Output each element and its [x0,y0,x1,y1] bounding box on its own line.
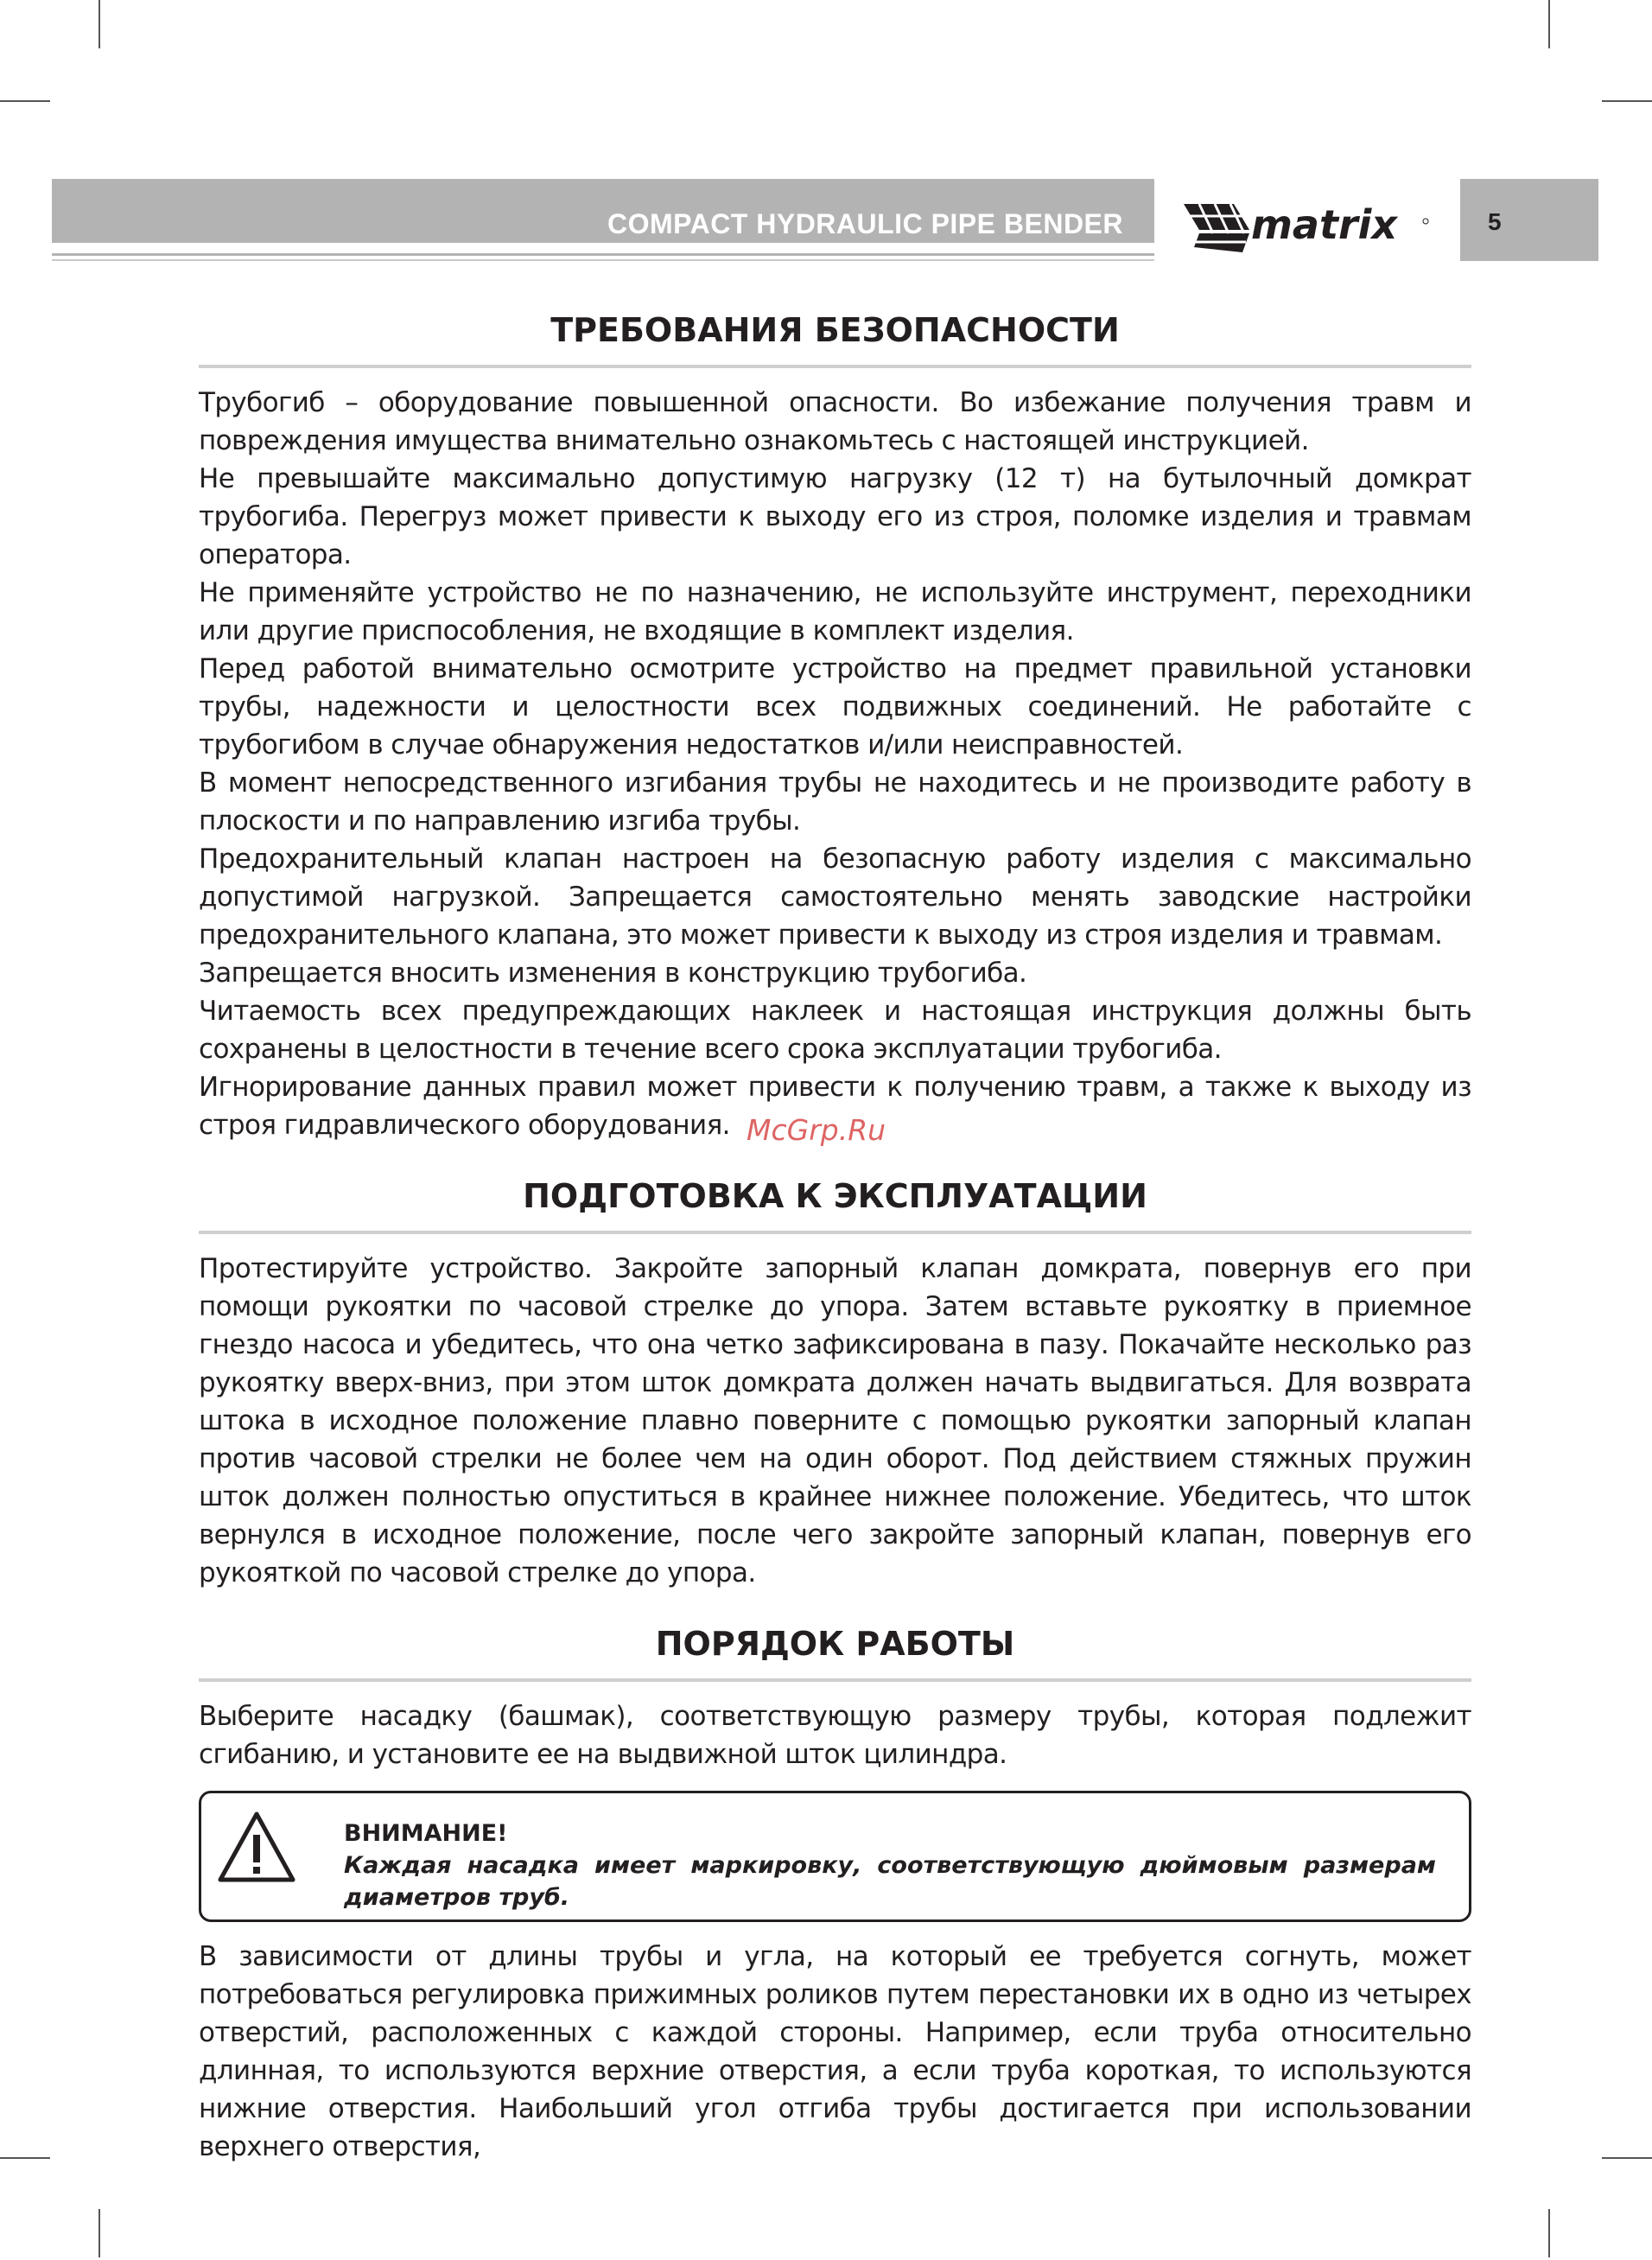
paragraph: В зависимости от длины трубы и угла, на который ее требуется согнуть, может потребоваться регулировка прижимных роликов путем перестановки их в одно из четырех отверстий, расположенных с каждой стороны. Например, если труба относительно длинная, то используются верхние отверстия, а если труба короткая, то используются нижние отверстия. Наибольший угол отгиба трубы достигается при использовании верхнего отверстия, [199,1941,1471,2162]
paragraph: Трубогиб – оборудование повышенной опасности. Во избежание получения травм и повреждения имущества внимательно ознакомьтесь с настоящей инструкцией. [199,387,1471,456]
crop-mark [1548,2209,1550,2257]
paragraph: В момент непосредственного изгибания трубы не находитесь и не производите работу в плоскости и по направлению изгиба трубы. [199,767,1471,837]
warning-triangle-icon [217,1811,296,1883]
warning-box [199,1791,1471,1922]
paragraph: Выберите насадку (башмак), соответствующую размеру трубы, которая подлежит сгибанию, и установите ее на выдвижной шток цилиндра. [199,1701,1471,1770]
page-content [199,304,1471,2166]
document-title: COMPACT HYDRAULIC PIPE BENDER [607,208,1123,239]
paragraph: Не превышайте максимально допустимую нагрузку (12 т) на бутылочный домкрат трубогиба. Перегруз может привести к выходу его из строя, поломке изделия и травмам оператора. [199,463,1471,570]
section-body [199,1697,1471,2166]
crop-mark [1602,2157,1652,2159]
header-rule [52,259,1154,261]
section-operation [199,1618,1471,2166]
crop-mark [0,100,50,102]
section-safety [199,304,1471,1144]
paragraph: Протестируйте устройство. Закройте запорный клапан домкрата, повернув его при помощи рукоятки по часовой стрелке до упора. Затем вставьте рукоятку в приемное гнездо насоса и убедитесь, что она четко зафиксирована в пазу. Покачайте несколько раз рукоятку вверх-вниз, при этом шток домкрата должен начать выдвигаться. Для возврата штока в исходное положение плавно поверните с помощью рукоятки запорный клапан против часовой стрелки не более чем на один оборот. Под действием стяжных пружин шток должен полностью опуститься в крайнее нижнее положение. Убедитесь, что шток вернулся в исходное положение, после чего закройте запорный клапан, повернув его рукояткой по часовой стрелке до упора. [199,1253,1471,1588]
crop-mark [98,2209,100,2257]
page-number: 5 [1488,208,1502,235]
paragraph: Читаемость всех предупреждающих наклеек и настоящая инструкция должны быть сохранены в целостности в течение всего срока эксплуатации трубогиба. [199,996,1471,1065]
paragraph: Не применяйте устройство не по назначению, не используйте инструмент, переходники или другие приспособления, не входящие в комплект изделия. [199,577,1471,646]
paragraph: Перед работой внимательно осмотрите устройство на предмет правильной установки трубы, надежности и целостности всех подвижных соединений. Не работайте с трубогибом в случае обнаружения недостатков и/или неисправностей. [199,653,1471,761]
crop-mark [0,2157,50,2159]
warning-text [344,1818,1436,1913]
section-body [199,384,1471,1144]
header-rule [52,253,1154,256]
warning-message: Каждая насадка имеет маркировку, соответствующую дюймовым размерам диаметров труб. [344,1852,1436,1911]
matrix-logo [1182,195,1433,256]
page-number-box [1460,179,1598,261]
header-band [52,179,1154,243]
section-heading: ТРЕБОВАНИЯ БЕЗОПАСНОСТИ [199,304,1471,368]
paragraph: Предохранительный клапан настроен на безопасную работу изделия с максимально допустимой нагрузкой. Запрещается самостоятельно менять заводские настройки предохранительного клапана, это может привести к выходу из строя изделия и травмам. [199,844,1471,951]
crop-mark [1602,100,1652,102]
section-heading: ПОРЯДОК РАБОТЫ [199,1618,1471,1682]
crop-mark [1548,0,1550,48]
paragraph: Запрещается вносить изменения в конструкцию трубогиба. [199,958,1027,989]
crop-mark [98,0,100,48]
section-heading: ПОДГОТОВКА К ЭКСПЛУАТАЦИИ [199,1170,1471,1234]
paragraph: Игнорирование данных правил может привести к получению травм, а также к выходу из строя гидравлического оборудования. [199,1072,1471,1141]
section-preparation [199,1170,1471,1592]
watermark: McGrp.Ru [747,1113,886,1147]
section-body [199,1250,1471,1592]
brand-name: matrix [1251,201,1398,248]
warning-title: ВНИМАНИЕ! [344,1820,508,1847]
